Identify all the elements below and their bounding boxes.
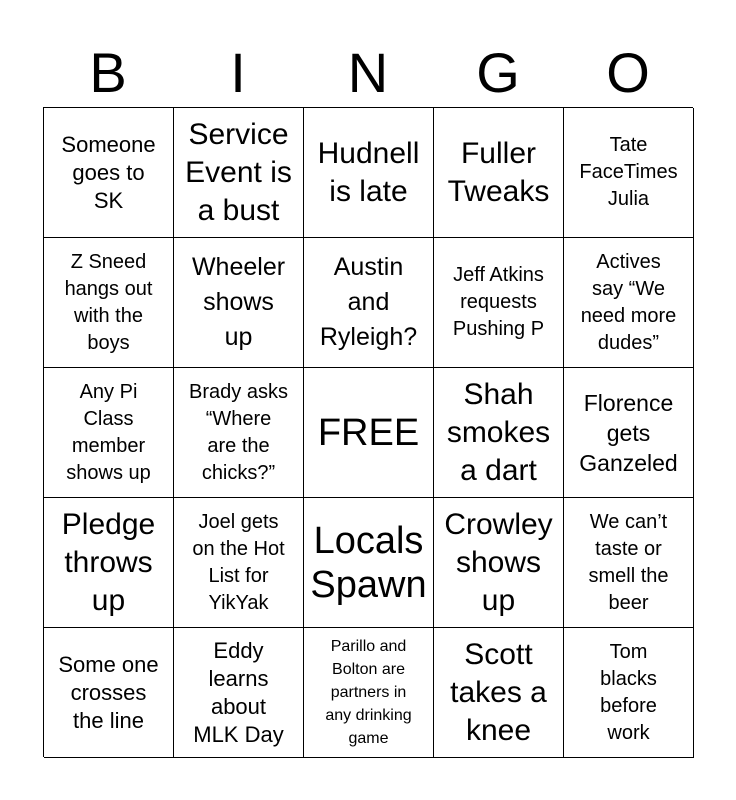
bingo-cell[interactable] — [434, 108, 564, 238]
bingo-cell[interactable] — [434, 368, 564, 498]
header-letter-b: B — [89, 41, 127, 104]
bingo-cell[interactable] — [564, 108, 694, 238]
bingo-cell[interactable] — [564, 368, 694, 498]
cell-text: Z Sneed hangs out with the boys — [64, 250, 153, 354]
header-letter-o: O — [606, 41, 650, 104]
bingo-cell[interactable] — [44, 238, 174, 368]
bingo-cell[interactable] — [304, 108, 434, 238]
bingo-cell[interactable] — [174, 628, 304, 758]
cell-text: FREE — [317, 411, 420, 454]
bingo-cell[interactable] — [174, 238, 304, 368]
bingo-cell[interactable] — [564, 498, 694, 628]
cell-text: Fuller Tweaks — [447, 136, 550, 208]
bingo-cell[interactable] — [174, 368, 304, 498]
bingo-cell[interactable] — [44, 628, 174, 758]
cell-text: Some one crosses the line — [58, 651, 159, 733]
bingo-cell[interactable] — [434, 498, 564, 628]
cell-text: Service Event is a bust — [185, 117, 292, 227]
cell-text: Parillo and Bolton are partners in any drinking game — [325, 638, 412, 747]
bingo-cell[interactable] — [304, 238, 434, 368]
cell-text: Jeff Atkins requests Pushing P — [452, 264, 545, 340]
cell-text: Scott takes a knee — [450, 637, 547, 747]
cell-text: Pledge throws up — [61, 507, 156, 617]
bingo-cell[interactable] — [44, 368, 174, 498]
header-letter-n: N — [347, 41, 389, 104]
cell-text: We can’t taste or smell the beer — [588, 510, 669, 614]
cell-text: Joel gets on the Hot List for YikYak — [192, 510, 285, 614]
cell-text: Crowley shows up — [444, 507, 553, 617]
bingo-cell[interactable] — [304, 628, 434, 758]
cell-text: Someone goes to SK — [61, 131, 156, 213]
cell-text: Shah smokes a dart — [446, 377, 551, 487]
bingo-board — [43, 107, 693, 757]
cell-text: Locals Spawn — [310, 519, 427, 606]
bingo-cell[interactable] — [564, 238, 694, 368]
bingo-header — [43, 40, 693, 106]
header-letter-i: I — [230, 41, 246, 104]
bingo-cell[interactable] — [434, 238, 564, 368]
bingo-cell[interactable] — [174, 498, 304, 628]
cell-text: Any Pi Class member shows up — [66, 380, 151, 484]
cell-text: Austin and Ryleigh? — [319, 253, 418, 351]
free-cell[interactable] — [304, 368, 434, 498]
cell-text: Tate FaceTimes Julia — [579, 134, 678, 210]
cell-text: Tom blacks before work — [600, 640, 657, 744]
bingo-cell[interactable] — [304, 498, 434, 628]
cell-text: Actives say “We need more dudes” — [580, 250, 677, 354]
cell-text: Brady asks “Where are the chicks?” — [189, 380, 288, 484]
cell-text: Wheeler shows up — [191, 253, 286, 351]
bingo-cell[interactable] — [564, 628, 694, 758]
cell-text: Eddy learns about MLK Day — [193, 637, 284, 747]
header-letter-g: G — [476, 41, 520, 104]
bingo-cell[interactable] — [434, 628, 564, 758]
bingo-cell[interactable] — [174, 108, 304, 238]
cell-text: Hudnell is late — [317, 136, 420, 208]
bingo-cell[interactable] — [44, 108, 174, 238]
bingo-cell[interactable] — [44, 498, 174, 628]
cell-text: Florence gets Ganzeled — [579, 389, 678, 476]
